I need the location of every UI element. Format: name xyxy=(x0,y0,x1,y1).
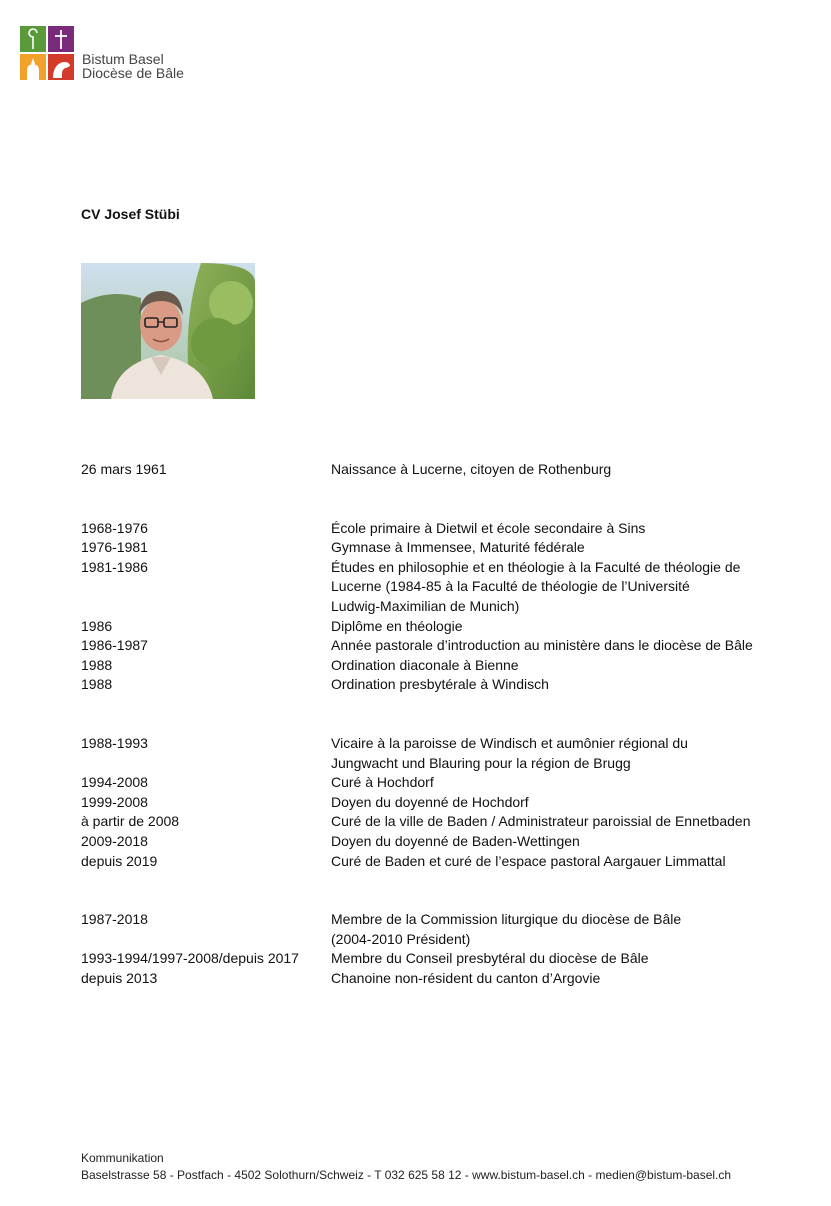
cv-entry xyxy=(81,675,801,695)
cv-entry-date: 1981-1986 xyxy=(81,558,148,575)
cv-entry-date: 1988 xyxy=(81,656,113,673)
diocese-logo-mark-icon xyxy=(20,26,74,80)
cv-entry xyxy=(81,656,801,676)
cv-entry-description: Doyen du doyenné de Baden-Wettingen xyxy=(331,832,580,849)
cv-entry-date: depuis 2019 xyxy=(81,852,158,869)
cv-entry-description: Ordination presbytérale à Windisch xyxy=(331,676,549,693)
cv-entry-date: 1988 xyxy=(81,676,113,693)
cv-entry xyxy=(81,852,801,872)
cv-entry-date: 1968-1976 xyxy=(81,519,148,536)
cv-entry-description: Diplôme en théologie xyxy=(331,617,463,634)
cv-entry-date: 2009-2018 xyxy=(81,832,148,849)
portrait-photo xyxy=(81,263,255,399)
section-gap xyxy=(81,871,801,910)
cv-entry-date: depuis 2013 xyxy=(81,969,158,986)
footer xyxy=(81,1150,731,1184)
footer-contact: Baselstrasse 58 - Postfach - 4502 Solothurn/Schweiz - T 032 625 58 12 - www.bistum-basel.ch - medien@bistum-basel.ch xyxy=(81,1168,732,1182)
cv-entry-date: 1986-1987 xyxy=(81,637,148,654)
cv-entry xyxy=(81,636,801,656)
cv-entry-description: Chanoine non-résident du canton d’Argovie xyxy=(331,969,601,986)
diocese-name-fr: Diocèse de Bâle xyxy=(82,65,184,81)
cv-entry xyxy=(81,773,801,793)
cv-entry xyxy=(81,734,801,773)
cv-entry xyxy=(81,812,801,832)
diocese-logo xyxy=(20,26,220,82)
cv-entry-description: Membre de la Commission liturgique du diocèse de Bâle (2004-2010 Président) xyxy=(331,911,682,947)
cv-entry-description: École primaire à Dietwil et école secondaire à Sins xyxy=(331,519,646,536)
cv-entry-date: 1994-2008 xyxy=(81,774,148,791)
cv-entry xyxy=(81,538,801,558)
cv-entry-date: 1987-2018 xyxy=(81,911,148,928)
cv-entry-date: 1999-2008 xyxy=(81,793,148,810)
cv-entry-description: Année pastorale d’introduction au ministère dans le diocèse de Bâle xyxy=(331,637,753,654)
cv-entry-description: Ordination diaconale à Bienne xyxy=(331,656,519,673)
cv-entry-date: 1988-1993 xyxy=(81,734,148,751)
cv-entry-description: Curé de la ville de Baden / Administrateur paroissial de Ennetbaden xyxy=(331,813,751,830)
cv-entry xyxy=(81,949,801,969)
cv-entry-date: 1993-1994/1997-2008/depuis 2017 xyxy=(81,950,299,967)
cv-entry-description: Membre du Conseil presbytéral du diocèse de Bâle xyxy=(331,950,649,967)
cv-table xyxy=(81,460,801,988)
cv-entry-description: Gymnase à Immensee, Maturité fédérale xyxy=(331,539,585,556)
cv-entry-description: Doyen du doyenné de Hochdorf xyxy=(331,793,529,810)
portrait-photo-icon xyxy=(81,263,255,399)
diocese-name-de: Bistum Basel xyxy=(82,51,164,67)
cv-entry-description: Curé de Baden et curé de l’espace pastoral Aargauer Limmattal xyxy=(331,852,726,869)
cv-entry xyxy=(81,910,801,949)
cv-entry xyxy=(81,617,801,637)
cv-entry-description: Naissance à Lucerne, citoyen de Rothenburg xyxy=(331,461,612,477)
cv-entry xyxy=(81,558,801,617)
cv-entry-date: 1986 xyxy=(81,617,113,634)
cv-entry-description: Vicaire à la paroisse de Windisch et aumônier régional du Jungwacht und Blauring pour la région de Brugg xyxy=(331,734,688,771)
cv-entry-description: Curé à Hochdorf xyxy=(331,774,434,791)
cv-entry xyxy=(81,969,801,989)
cv-entry-description: Études en philosophie et en théologie à la Faculté de théologie de Lucerne (1984-85 à la Faculté de théologie de l’Université Ludwig-Maximilian de Munich) xyxy=(331,558,741,614)
cv-entry xyxy=(81,519,801,539)
cv-entry-date: 1976-1981 xyxy=(81,539,148,556)
footer-department: Kommunikation xyxy=(81,1151,164,1165)
section-gap xyxy=(81,695,801,734)
cv-entry-date: à partir de 2008 xyxy=(81,813,180,830)
section-gap xyxy=(81,480,801,519)
page-title: CV Josef Stübi xyxy=(81,206,180,222)
diocese-name xyxy=(82,52,184,80)
cv-entry-date: 26 mars 1961 xyxy=(81,461,167,477)
cv-entry xyxy=(81,460,801,480)
cv-entry xyxy=(81,793,801,813)
cv-entry xyxy=(81,832,801,852)
